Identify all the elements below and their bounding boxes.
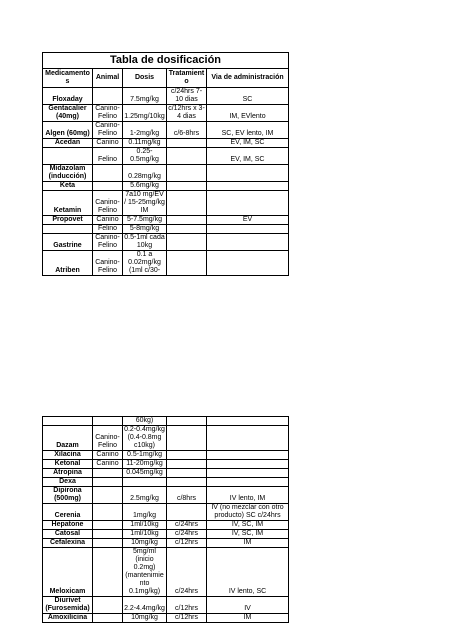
cell-medicamento: Ketamin (43, 191, 93, 216)
cell-tratamiento (167, 417, 207, 426)
cell-via (207, 182, 289, 191)
cell-via (207, 234, 289, 251)
cell-via: IM (207, 539, 289, 548)
cell-medicamento: Amoxilicina (43, 614, 93, 623)
cell-tratamiento: c/24hrs (167, 521, 207, 530)
cell-dosis: 0.1 a 0.02mg/kg (1ml c/30- (123, 251, 167, 276)
cell-dosis: 0.5-1ml cada 10kg (124, 234, 165, 249)
cell-animal: Felino (93, 148, 123, 165)
cell-dosis: 1ml/10kg (123, 530, 167, 539)
cell-dosis: 7a10 mg/EV / 15-25mg/kg IM (124, 191, 165, 214)
cell-tratamiento (167, 504, 207, 521)
cell-tratamiento: c/12hrs x 3-4 dias (168, 105, 205, 120)
cell-dosis: 1mg/kg (123, 504, 167, 521)
table-row (43, 530, 289, 539)
cell-via: SC, EV lento, IM (207, 122, 289, 139)
cell-animal (93, 182, 123, 191)
table-row (43, 122, 289, 139)
cell-dosis: 0.25-0.5mg/kg (123, 148, 167, 165)
cell-tratamiento: c/24hrs (167, 548, 207, 597)
table-row (43, 148, 289, 165)
table-row (43, 614, 289, 623)
cell-animal (93, 530, 123, 539)
cell-dosis: 5mg/ml (inicio 0.2mg) (mantenimiento 0.1mg/kg) (123, 548, 167, 597)
table-row (43, 487, 289, 504)
cell-animal (93, 504, 123, 521)
cell-dosis: 0.11mg/kg (123, 139, 167, 148)
header-row (43, 69, 289, 88)
cell-via (207, 417, 289, 426)
cell-medicamento: Ketonal (43, 460, 93, 469)
table-row (43, 417, 289, 426)
cell-medicamento: Midazolam (inducción) (43, 165, 93, 182)
cell-via (207, 225, 289, 234)
cell-medicamento: Dexa (43, 478, 93, 487)
cell-animal (93, 487, 123, 504)
cell-tratamiento (167, 478, 207, 487)
cell-via: IM (207, 614, 289, 623)
cell-dosis: 5-8mg/kg (123, 225, 167, 234)
cell-animal (93, 614, 123, 623)
table-row (43, 478, 289, 487)
cell-tratamiento (167, 182, 207, 191)
cell-medicamento: Meloxicam (43, 548, 93, 597)
cell-medicamento (43, 225, 93, 234)
cell-tratamiento (167, 469, 207, 478)
cell-animal: Canino-Felino (93, 426, 123, 451)
cell-via: IV, SC, IM (207, 521, 289, 530)
cell-medicamento: Catosal (43, 530, 93, 539)
cell-dosis: 2.5mg/kg (123, 487, 167, 504)
dosage-table-bottom (42, 416, 289, 623)
table-row (43, 88, 289, 105)
cell-dosis: 10mg/kg (123, 539, 167, 548)
table-title: Tabla de dosificación (43, 53, 289, 69)
cell-medicamento (43, 417, 93, 426)
cell-via (207, 478, 289, 487)
cell-dosis: 1.25mg/10kg (123, 105, 167, 122)
table-row (43, 216, 289, 225)
table-row (43, 426, 289, 451)
cell-medicamento: Diurivet (Furosemida) (43, 597, 93, 614)
cell-tratamiento (167, 191, 207, 216)
dosage-table-top (42, 52, 289, 276)
cell-tratamiento: c/12hrs (167, 597, 207, 614)
cell-via: EV (207, 216, 289, 225)
cell-tratamiento (167, 216, 207, 225)
cell-dosis: 0.2-0.4mg/kg (0.4-0.8mg c10kg) (124, 426, 165, 449)
cell-medicamento: Xilacina (43, 451, 93, 460)
table-row (43, 548, 289, 597)
cell-dosis: 5.6mg/kg (123, 182, 167, 191)
cell-animal (93, 597, 123, 614)
cell-via: EV, IM, SC (207, 139, 289, 148)
table-row (43, 539, 289, 548)
cell-via: IV, SC, IM (207, 530, 289, 539)
header-dosis: Dosis (123, 69, 167, 88)
cell-dosis: 2.2-4.4mg/kg (123, 597, 167, 614)
cell-medicamento: Dipirona (500mg) (43, 487, 93, 504)
cell-animal: Canino (93, 216, 123, 225)
cell-animal: Canino (93, 460, 123, 469)
table-row (43, 504, 289, 521)
cell-dosis: 0.28mg/kg (123, 165, 167, 182)
cell-tratamiento: c/8hrs (167, 487, 207, 504)
cell-dosis: 7.5mg/kg (123, 88, 167, 105)
cell-animal (93, 521, 123, 530)
cell-animal: Canino-Felino (93, 105, 123, 122)
cell-tratamiento (167, 225, 207, 234)
cell-via: IV (207, 597, 289, 614)
cell-dosis: 0.045mg/kg (123, 469, 167, 478)
cell-animal: Canino (93, 139, 123, 148)
cell-medicamento: Hepatone (43, 521, 93, 530)
table-row (43, 451, 289, 460)
cell-animal: Canino-Felino (93, 251, 123, 276)
cell-medicamento: Dazam (43, 426, 93, 451)
table-row (43, 139, 289, 148)
cell-medicamento: Atropina (43, 469, 93, 478)
cell-via: IM, EVlento (207, 105, 289, 122)
table-row (43, 469, 289, 478)
cell-dosis: 60kg) (123, 417, 167, 426)
cell-tratamiento (167, 426, 207, 451)
cell-animal (93, 165, 123, 182)
cell-via: IV (no mezclar con otro producto) SC c/24hrs (207, 504, 289, 521)
cell-dosis: 11-20mg/kg (123, 460, 167, 469)
cell-animal: Canino-Felino (93, 122, 123, 139)
cell-animal (93, 417, 123, 426)
cell-tratamiento (167, 251, 207, 276)
cell-animal (93, 539, 123, 548)
header-medicamentos: Medicamentos (43, 69, 93, 88)
header-animal: Animal (93, 69, 123, 88)
header-tratamiento: Tratamiento (167, 69, 207, 88)
cell-via (207, 251, 289, 276)
cell-via (207, 460, 289, 469)
cell-tratamiento (167, 460, 207, 469)
cell-via: SC (207, 88, 289, 105)
cell-animal (93, 548, 123, 597)
cell-dosis: 5-7.5mg/kg (123, 216, 167, 225)
table-row (43, 191, 289, 216)
table-row (43, 597, 289, 614)
cell-animal (93, 88, 123, 105)
cell-animal: Canino-Felino (93, 191, 123, 216)
cell-via (207, 451, 289, 460)
cell-dosis: 1-2mg/kg (123, 122, 167, 139)
cell-tratamiento: c/24hrs 7-10 dias (167, 88, 207, 105)
cell-medicamento: Gentacalier (40mg) (43, 105, 93, 122)
cell-dosis: 1ml/10kg (123, 521, 167, 530)
cell-tratamiento (167, 148, 207, 165)
cell-medicamento: Cefalexina (43, 539, 93, 548)
cell-via (207, 426, 289, 451)
cell-via (207, 469, 289, 478)
cell-via: IV lento, SC (207, 548, 289, 597)
cell-medicamento: Acedan (43, 139, 93, 148)
cell-tratamiento: c/12hrs (167, 539, 207, 548)
cell-animal: Canino-Felino (93, 234, 123, 251)
table-row (43, 234, 289, 251)
cell-medicamento: Gastrine (43, 234, 93, 251)
table-row (43, 460, 289, 469)
table-row (43, 251, 289, 276)
cell-via: EV, IM, SC (207, 148, 289, 165)
cell-animal: Canino (93, 451, 123, 460)
cell-dosis: 10mg/kg (123, 614, 167, 623)
cell-medicamento: Propovet (43, 216, 93, 225)
table-row (43, 165, 289, 182)
cell-medicamento: Cerenia (43, 504, 93, 521)
cell-dosis: 0.5-1mg/kg (123, 451, 167, 460)
cell-animal (93, 469, 123, 478)
table-row (43, 521, 289, 530)
cell-medicamento: Floxaday (43, 88, 93, 105)
cell-medicamento: Algen (60mg) (43, 122, 93, 139)
cell-animal (93, 478, 123, 487)
cell-tratamiento: c/24hrs (167, 530, 207, 539)
cell-via (207, 165, 289, 182)
cell-tratamiento (167, 139, 207, 148)
cell-medicamento: Atriben (43, 251, 93, 276)
cell-animal: Felino (93, 225, 123, 234)
cell-via: IV lento, IM (207, 487, 289, 504)
cell-medicamento (43, 148, 93, 165)
cell-tratamiento (167, 165, 207, 182)
table-row (43, 225, 289, 234)
cell-medicamento: Keta (43, 182, 93, 191)
cell-tratamiento: c/12hrs (167, 614, 207, 623)
table-row (43, 182, 289, 191)
cell-tratamiento: c/6-8hrs (167, 122, 207, 139)
header-via: Via de administración (207, 69, 289, 88)
cell-tratamiento (167, 451, 207, 460)
cell-via (207, 191, 289, 216)
table-row (43, 105, 289, 122)
cell-dosis (123, 478, 167, 487)
cell-tratamiento (167, 234, 207, 251)
